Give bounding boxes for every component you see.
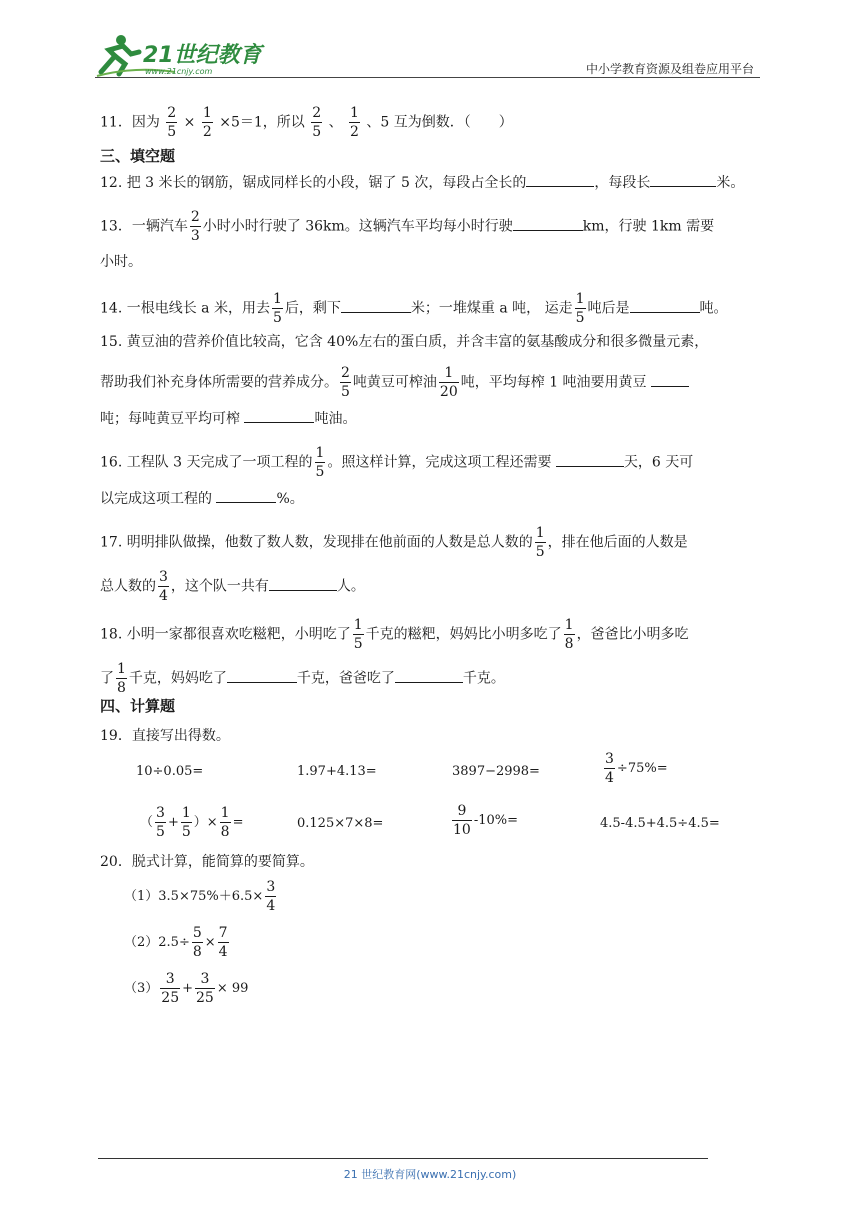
21cnjy-logo xyxy=(95,32,265,78)
fraction: $\frac{2}{3}$ xyxy=(190,209,200,244)
question-16-cont: 以完成这项工程的 %。 xyxy=(100,488,304,509)
answer-blank[interactable] xyxy=(556,452,624,467)
fraction: $\frac{1}{8}$ xyxy=(117,661,126,696)
fraction: $\frac{1}{5}$ xyxy=(535,525,545,560)
answer-blank[interactable] xyxy=(227,668,297,683)
answer-blank[interactable] xyxy=(216,488,276,503)
fraction: $\frac{1}{20}$ xyxy=(439,365,458,400)
answer-blank[interactable] xyxy=(395,668,463,683)
svg-text:www.21cnjy.com: www.21cnjy.com xyxy=(145,67,213,76)
answer-blank[interactable] xyxy=(244,408,314,423)
calc-item: 10÷0.05= xyxy=(136,764,204,779)
question-15-cont: 帮助我们补充身体所需要的营养成分。 $\frac{2}{5}$ 吨黄豆可榨油 $\frac{1}{20}$ 吨，平均每榨 1 吨油要用黄豆 xyxy=(100,366,689,399)
answer-blank[interactable] xyxy=(630,298,700,313)
fraction: $\frac{1}{8}$ xyxy=(564,617,574,652)
answer-blank[interactable] xyxy=(513,216,583,231)
calc-item: $\frac{9}{10}$ -10%= xyxy=(453,803,519,838)
fraction: $\frac{3}{25}$ xyxy=(196,971,214,1006)
section-heading-4: 四、计算题 xyxy=(100,697,176,715)
question-12: 12. 把 3 米长的钢筋，锯成同样长的小段，锯了 5 次，每段占全长的 ，每段长 米。 xyxy=(100,172,744,193)
question-14: 14. 一根电线长 a 米，用去 $\frac{1}{5}$ 后，剩下 米；一堆煤重 a 吨， 运走 $\frac{1}{5}$ 吨后是 吨。 xyxy=(100,291,728,326)
answer-blank[interactable] xyxy=(269,576,337,591)
question-18: 18. 小明一家都很喜欢吃糍粑，小明吃了 $\frac{1}{5}$ 千克的糍粑，妈妈比小明多吃了 $\frac{1}{8}$ ，爸爸比小明多吃 xyxy=(100,617,689,652)
fraction: $\frac{2}{5}$ xyxy=(167,105,177,140)
fraction: $\frac{9}{10}$ xyxy=(453,803,471,838)
fraction: $\frac{3}{5}$ xyxy=(156,805,165,840)
answer-blank[interactable] xyxy=(651,372,689,387)
question-13-cont: 小时。 xyxy=(100,254,142,270)
fraction: $\frac{1}{5}$ xyxy=(353,617,363,652)
calc-item: 4.5-4.5+4.5÷4.5= xyxy=(600,816,720,831)
calc-item: 0.125×7×8= xyxy=(297,816,384,831)
fraction: $\frac{3}{4}$ xyxy=(266,879,276,914)
calc-item: $\frac{3}{4}$ ÷75%= xyxy=(605,751,668,786)
calc-item: （1）3.5×75%＋6.5× $\frac{3}{4}$ xyxy=(124,879,276,914)
fraction: $\frac{1}{5}$ xyxy=(272,291,282,326)
question-19-title: 19．直接写出得数。 xyxy=(100,728,230,744)
fraction: $\frac{1}{2}$ xyxy=(202,105,212,140)
page-header xyxy=(95,30,760,80)
footer-divider xyxy=(98,1158,708,1159)
fraction: $\frac{1}{5}$ xyxy=(181,805,191,840)
platform-name: 中小学教育资源及组卷应用平台 xyxy=(585,62,754,76)
question-17-cont: 总人数的 $\frac{3}{4}$ ，这个队一共有 人。 xyxy=(100,569,365,604)
footer-text: 21 世纪教育网(www.21cnjy.com) xyxy=(343,1168,517,1181)
question-16: 16. 工程队 3 天完成了一项工程的 $\frac{1}{5}$ 。照这样计算，完成这项工程还需要 天，6 天可 xyxy=(100,445,694,480)
calc-item: 1.97+4.13= xyxy=(297,764,377,779)
fraction: $\frac{2}{5}$ xyxy=(341,365,350,400)
calc-item: 3897−2998= xyxy=(452,764,540,779)
calc-item: （2）2.5÷ $\frac{5}{8}$ × $\frac{7}{4}$ xyxy=(124,925,228,960)
question-15-cont2: 吨；每吨黄豆平均可榨 吨油。 xyxy=(100,408,356,429)
question-13: 13．一辆汽车 $\frac{2}{3}$ 小时小时行驶了 36km。这辆汽车平均每小时行驶 km，行驶 1km 需要 xyxy=(100,209,715,244)
fraction: $\frac{3}{25}$ xyxy=(161,971,180,1006)
fraction: $\frac{1}{8}$ xyxy=(220,805,230,840)
fraction: $\frac{2}{5}$ xyxy=(312,105,322,140)
header-divider xyxy=(95,77,760,78)
fraction: $\frac{7}{4}$ xyxy=(218,925,228,960)
fraction: $\frac{1}{5}$ xyxy=(315,445,325,480)
answer-blank[interactable] xyxy=(526,172,594,187)
fraction: $\frac{1}{5}$ xyxy=(575,291,585,326)
fraction: $\frac{3}{4}$ xyxy=(159,569,168,604)
fraction: $\frac{1}{2}$ xyxy=(350,105,359,140)
fraction: $\frac{5}{8}$ xyxy=(192,925,202,960)
fraction: $\frac{3}{4}$ xyxy=(605,751,614,786)
calc-item: （3） $\frac{3}{25}$ + $\frac{3}{25}$ × 99 xyxy=(124,971,249,1006)
question-17: 17. 明明排队做操，他数了数人数，发现排在他前面的人数是总人数的 $\frac{1}{5}$ ，排在他后面的人数是 xyxy=(100,525,688,560)
question-20-title: 20．脱式计算，能简算的要简算。 xyxy=(100,854,314,870)
section-heading-3: 三、填空题 xyxy=(100,147,176,165)
answer-blank[interactable] xyxy=(341,298,411,313)
question-11: 11．因为 $\frac{2}{5}$ × $\frac{1}{2}$ ×5＝1，所以 $\frac{2}{5}$ 、 $\frac{1}{2}$ 、5 互为倒数．（ ） xyxy=(100,105,513,140)
question-15: 15. 黄豆油的营养价值比较高，它含 40%左右的蛋白质，并含丰富的氨基酸成分和很多微量元素， xyxy=(100,334,709,350)
svg-text:21世纪教育: 21世纪教育 xyxy=(143,43,262,68)
answer-blank[interactable] xyxy=(650,172,716,187)
calc-item: （ $\frac{3}{5}$ + $\frac{1}{5}$ ）× $\frac{1}{8}$ = xyxy=(140,805,244,840)
question-18-cont: 了 $\frac{1}{8}$ 千克，妈妈吃了 千克，爸爸吃了 千克。 xyxy=(100,661,505,696)
